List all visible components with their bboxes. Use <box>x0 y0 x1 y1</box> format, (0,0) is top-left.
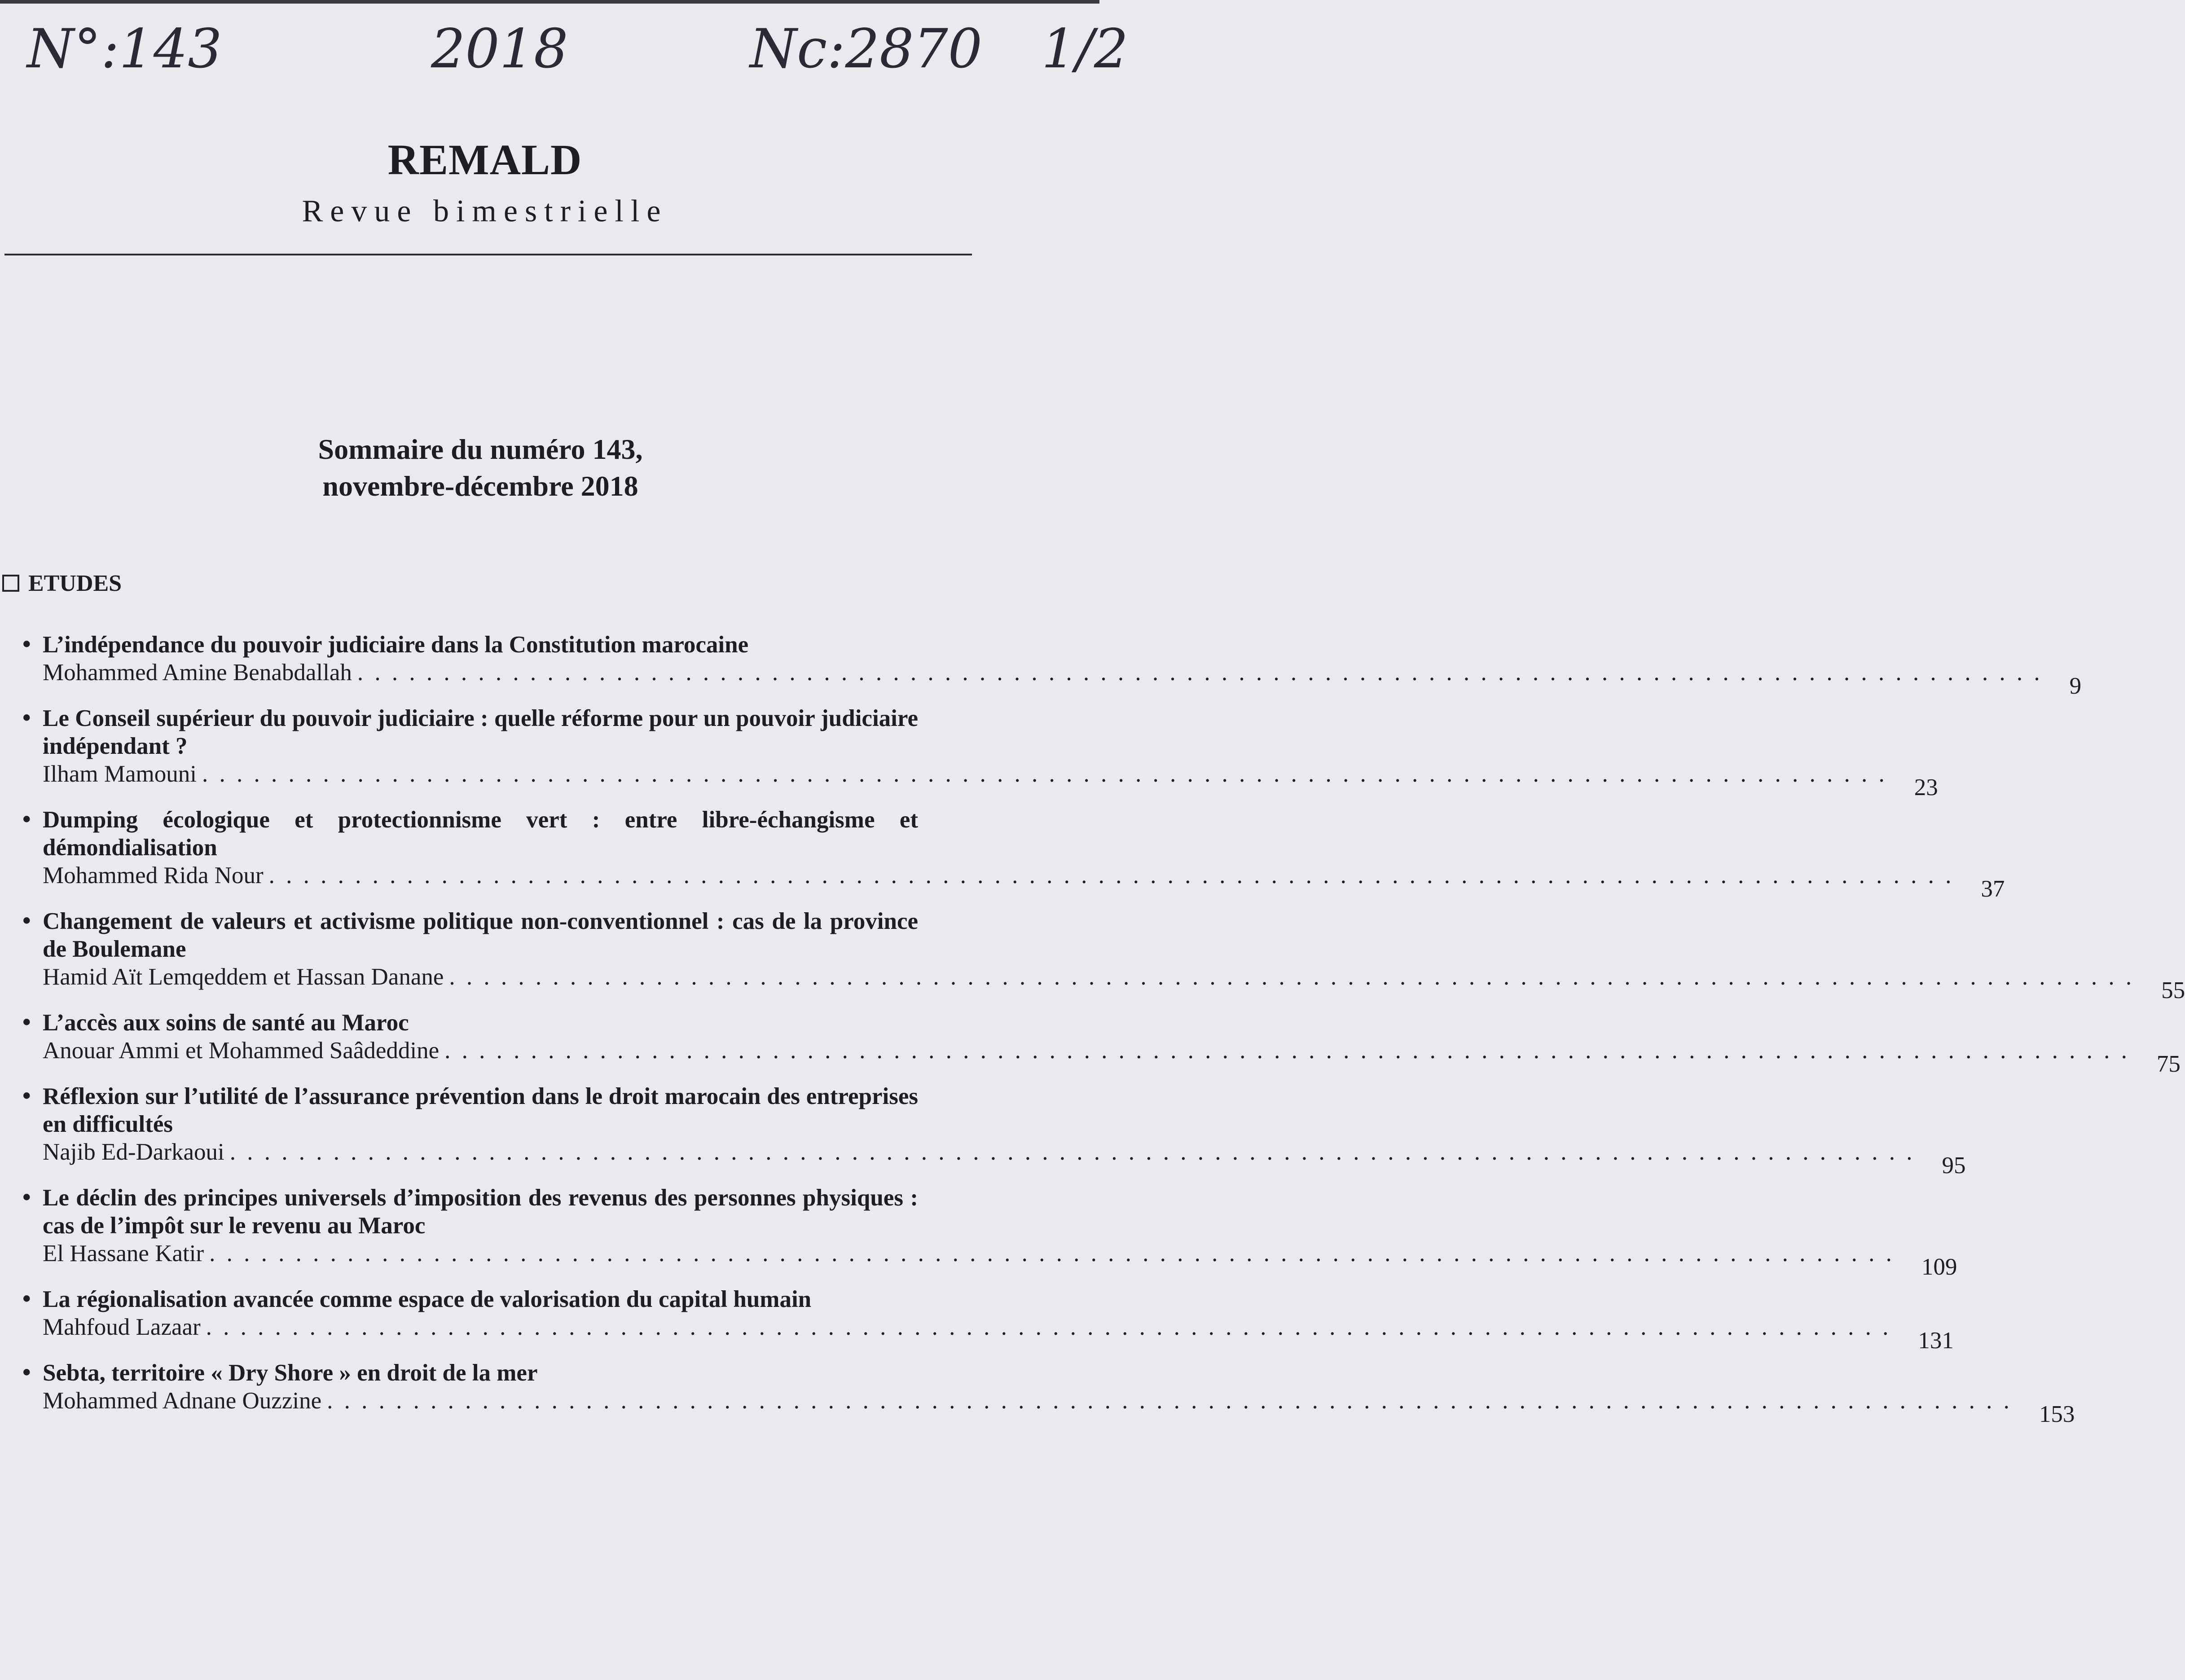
summary-line-2: novembre-décembre 2018 <box>322 470 638 502</box>
dot-leader <box>202 760 1887 788</box>
bullet-icon: • <box>22 631 31 657</box>
toc-entry <box>22 1184 1957 1280</box>
entry-author: Anouar Ammi et Mohammed Saâdeddine <box>43 1038 440 1064</box>
journal-subtitle: Revue bimestrielle <box>302 194 668 229</box>
entry-page: 109 <box>1921 1254 1957 1280</box>
checkbox-square-icon <box>2 575 19 592</box>
bullet-icon: • <box>22 1009 31 1035</box>
entry-author-line <box>22 963 2185 1003</box>
entry-author-line <box>22 1037 2181 1077</box>
bullet-icon: • <box>22 1184 31 1210</box>
entry-page: 131 <box>1918 1328 1954 1354</box>
entry-author-line <box>22 1387 2075 1427</box>
entry-title: L’accès aux soins de santé au Maroc <box>43 1010 409 1036</box>
entry-author: Mohammed Adnane Ouzzine <box>43 1388 322 1414</box>
handwritten-nc-code: Nc:2870 <box>750 18 983 80</box>
dot-leader <box>357 659 2043 686</box>
toc-entry <box>22 1359 2075 1427</box>
entry-page: 23 <box>1914 774 1938 800</box>
bullet-icon: • <box>22 1083 31 1109</box>
entry-author-line <box>22 760 1938 800</box>
toc-entry <box>22 1082 1966 1179</box>
toc-entry <box>22 806 2005 902</box>
toc-entry <box>22 631 2082 699</box>
dot-leader <box>230 1138 1915 1166</box>
entry-author-line <box>22 1240 1957 1280</box>
dot-leader <box>444 1037 2130 1064</box>
entry-author-line <box>22 1138 1966 1179</box>
section-label: ETUDES <box>28 571 122 596</box>
entry-author: Mohammed Amine Benabdallah <box>43 660 352 686</box>
entry-author-line <box>22 1313 1954 1354</box>
entry-page: 153 <box>2039 1401 2075 1427</box>
bullet-icon: • <box>22 1286 31 1312</box>
dot-leader <box>269 862 1954 889</box>
toc-entry <box>22 907 2185 1003</box>
entry-title: Changement de valeurs et activisme politique non-conventionnel : cas de la province de Boulemane <box>43 908 918 962</box>
journal-title: REMALD <box>387 136 582 184</box>
entry-title: Sebta, territoire « Dry Shore » en droit de la mer <box>43 1360 538 1386</box>
entry-page: 75 <box>2156 1051 2181 1077</box>
dot-leader <box>209 1240 1895 1267</box>
summary-heading <box>0 431 961 505</box>
entry-author-line <box>22 659 2082 699</box>
section-heading <box>2 570 122 597</box>
entry-author: Ilham Mamouni <box>43 761 197 787</box>
dot-leader <box>449 963 2134 991</box>
entry-page: 95 <box>1942 1152 1966 1179</box>
entry-title: Dumping écologique et protectionnisme vert : entre libre-échangisme et démondialisation <box>43 807 918 861</box>
bullet-icon: • <box>22 1359 31 1385</box>
bullet-icon: • <box>22 806 31 832</box>
entry-page: 55 <box>2161 977 2185 1003</box>
page-top-edge <box>0 0 1099 4</box>
entry-author: Hamid Aït Lemqeddem et Hassan Danane <box>43 964 444 990</box>
dot-leader <box>327 1387 2012 1415</box>
entry-author-line <box>22 862 2005 902</box>
table-of-contents <box>22 631 2185 1433</box>
entry-author: Najib Ed-Darkaoui <box>43 1139 224 1165</box>
entry-author: Mohammed Rida Nour <box>43 862 264 888</box>
entry-page: 9 <box>2069 673 2082 699</box>
entry-title: Réflexion sur l’utilité de l’assurance prévention dans le droit marocain des entreprises en difficultés <box>43 1083 918 1137</box>
entry-page: 37 <box>1981 876 2005 902</box>
dot-leader <box>206 1313 1891 1341</box>
handwritten-page-fraction: 1/2 <box>1042 18 1129 80</box>
entry-title: L’indépendance du pouvoir judiciaire dans la Constitution marocaine <box>43 632 749 658</box>
entry-author: El Hassane Katir <box>43 1240 204 1267</box>
bullet-icon: • <box>22 908 31 934</box>
toc-entry <box>22 704 1938 800</box>
handwritten-issue-number: N°:143 <box>27 18 222 80</box>
entry-author: Mahfoud Lazaar <box>43 1314 201 1340</box>
bullet-icon: • <box>22 705 31 731</box>
entry-title: La régionalisation avancée comme espace de valorisation du capital humain <box>43 1286 812 1312</box>
toc-entry <box>22 1285 1954 1354</box>
entry-title: Le déclin des principes universels d’imposition des revenus des personnes physiques : cas de l’impôt sur le revenu au Maroc <box>43 1185 918 1239</box>
entry-title: Le Conseil supérieur du pouvoir judiciaire : quelle réforme pour un pouvoir judiciaire indépendant ? <box>43 705 918 759</box>
handwritten-year: 2018 <box>431 18 568 80</box>
toc-entry <box>22 1009 2181 1077</box>
journal-header <box>0 135 970 229</box>
header-rule <box>4 254 972 255</box>
summary-line-1: Sommaire du numéro 143, <box>318 433 643 465</box>
